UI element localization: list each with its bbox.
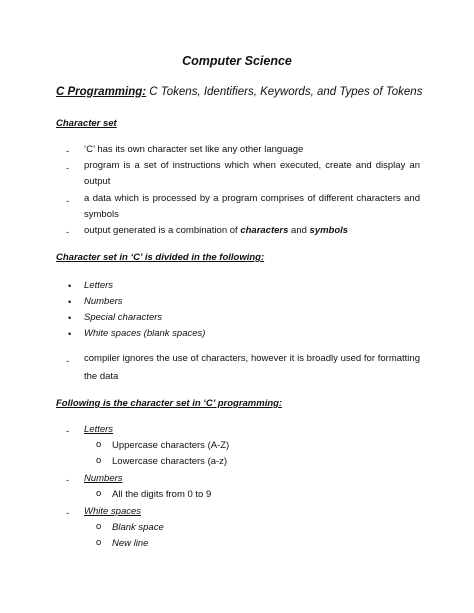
sub-item: Lowercase characters (a-z) <box>112 456 228 467</box>
sub-item: Uppercase characters (A-Z) <box>112 440 230 451</box>
sub-item: All the digits from 0 to 9 <box>112 489 212 500</box>
dash-marker: - <box>66 475 70 486</box>
text-run: and <box>288 225 310 236</box>
note-line: compiler ignores the use of characters, however it is broadly used for formatting <box>84 353 420 364</box>
dash-marker: - <box>66 227 70 238</box>
emphasis-symbols: symbols <box>309 225 349 236</box>
page-subtitle <box>56 86 422 98</box>
bullet-item: Numbers <box>84 296 123 307</box>
page-title: Computer Science <box>182 54 292 68</box>
bullet-marker: • <box>68 297 72 308</box>
section-heading-following: Following is the character set in ‘C’ programming: <box>56 398 283 409</box>
group-label-letters: Letters <box>84 424 114 435</box>
list-item <box>84 224 348 238</box>
sub-item: Blank space <box>112 522 164 533</box>
list-item-line: a data which is processed by a program comprises of different characters and <box>84 193 420 204</box>
dash-marker: - <box>66 356 70 367</box>
bullet-item: Letters <box>84 280 114 291</box>
bullet-item: White spaces (blank spaces) <box>84 328 206 339</box>
sub-item: New line <box>112 538 149 549</box>
text-run: output generated is a combination of <box>84 225 241 236</box>
bullet-item: Special characters <box>84 312 163 323</box>
emphasis-characters: characters <box>240 225 289 236</box>
subtitle-lead: C Programming: <box>56 86 147 98</box>
group-label-white-spaces: White spaces <box>84 506 142 517</box>
list-item-line: symbols <box>84 209 119 220</box>
list-item: ‘C’ has its own character set like any other language <box>84 144 304 155</box>
dash-marker: - <box>66 426 70 437</box>
list-item-line: output <box>84 176 111 187</box>
section-heading-divided: Character set in ‘C’ is divided in the following: <box>56 252 265 263</box>
circle-marker: o <box>96 521 102 532</box>
circle-marker: o <box>96 488 102 499</box>
dash-marker: - <box>66 508 70 519</box>
dash-marker: - <box>66 163 70 174</box>
circle-marker: o <box>96 455 102 466</box>
note-line: the data <box>84 371 119 382</box>
circle-marker: o <box>96 439 102 450</box>
section-heading-character-set: Character set <box>56 118 117 129</box>
group-label-numbers: Numbers <box>84 473 123 484</box>
bullet-marker: • <box>68 281 72 292</box>
dash-marker: - <box>66 196 70 207</box>
bullet-marker: • <box>68 313 72 324</box>
list-item-line: program is a set of instructions which when executed, create and display an <box>84 160 420 171</box>
subtitle-rest: C Tokens, Identifiers, Keywords, and Types of Tokens <box>146 86 423 98</box>
dash-marker: - <box>66 146 70 157</box>
circle-marker: o <box>96 537 102 548</box>
bullet-marker: • <box>68 329 72 340</box>
